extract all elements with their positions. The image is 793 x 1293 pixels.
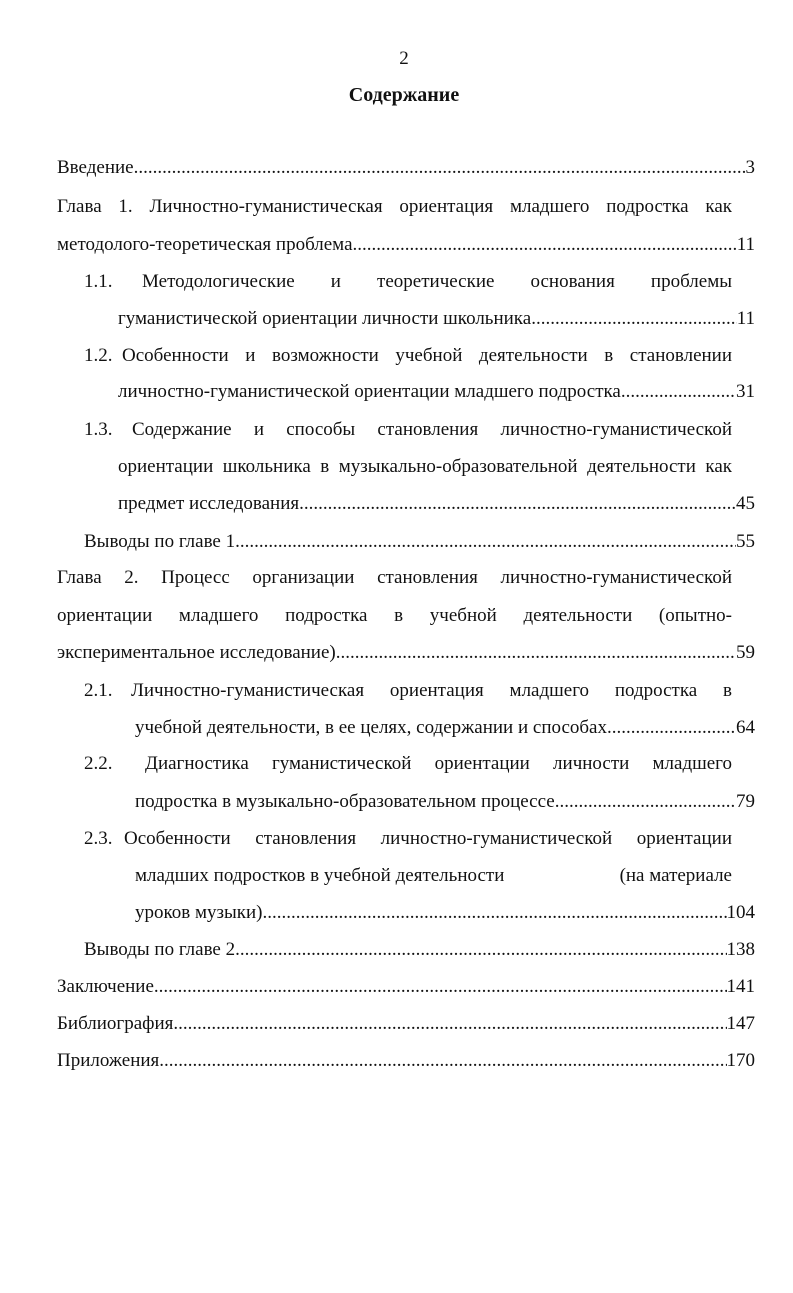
- toc-entry-concl1: [84, 530, 755, 554]
- toc-entry-conclusion: [57, 975, 755, 999]
- toc-entry-s23-line2: [135, 864, 732, 888]
- dot-leader: [235, 938, 726, 962]
- dot-leader: [134, 156, 746, 180]
- toc-entry-text: Выводы по главе 1: [84, 531, 236, 552]
- toc-entry-appendices: [57, 1049, 755, 1073]
- toc-entry-text: Заключение: [57, 976, 154, 997]
- section-number: 1.1.: [84, 271, 113, 292]
- toc-entry-ch1-line2: [57, 233, 755, 257]
- toc-entry-ch2-line1: Глава 2. Процесс организации становления личностно-гуманистической: [57, 567, 732, 588]
- toc-page-number: 11: [736, 308, 755, 329]
- toc-entry-s13-line2: ориентации школьника в музыкально-образовательной деятельности как: [118, 456, 732, 477]
- toc-entry-text: Содержание и способы становления личностно-гуманистической: [132, 419, 732, 440]
- toc-page-number: 79: [736, 791, 755, 812]
- toc-entry-text: младших подростков в учебной деятельности: [135, 865, 505, 886]
- toc-page-number: 3: [745, 157, 755, 178]
- dot-leader: [607, 716, 736, 740]
- section-number: 1.2.: [84, 345, 113, 366]
- toc-entry-text: предмет исследования: [118, 493, 300, 514]
- toc-entry-s13-line3: [118, 492, 755, 516]
- toc-entry-text: гуманистической ориентации личности школьника: [118, 308, 532, 329]
- toc-entry-text: Методологические и теоретические основания проблемы: [142, 271, 732, 292]
- toc-entry-ch2-line3: [57, 641, 755, 665]
- toc-entry-text: подростка в музыкально-образовательном процессе: [135, 791, 555, 812]
- toc-entry-text: Библиография: [57, 1013, 174, 1034]
- dot-leader: [353, 233, 737, 257]
- toc-entry-text: Диагностика гуманистической ориентации личности младшего: [145, 753, 732, 774]
- toc-entry-ch1-line1: Глава 1. Личностно-гуманистическая ориентация младшего подростка как: [57, 196, 732, 217]
- toc-entry-s21-line2: [135, 716, 755, 740]
- toc-entry-intro: [57, 156, 755, 180]
- toc-entry-s12-line1: [84, 344, 732, 368]
- dot-leader: [235, 530, 736, 554]
- dot-leader: [159, 1049, 726, 1073]
- page-number: 2: [399, 48, 409, 69]
- dot-leader: [263, 901, 727, 925]
- toc-entry-text: Особенности становления личностно-гуманистической ориентации: [124, 828, 732, 849]
- section-number: 2.1.: [84, 680, 113, 701]
- toc-entry-text: уроков музыки): [135, 902, 263, 923]
- section-number: 2.2.: [84, 753, 113, 774]
- toc-title: Содержание: [348, 84, 460, 106]
- section-number: 1.3.: [84, 419, 113, 440]
- toc-page-number: 141: [726, 976, 755, 997]
- toc-page-number: 31: [736, 381, 755, 402]
- dot-leader: [531, 307, 737, 331]
- dot-leader: [154, 975, 727, 999]
- dot-leader: [299, 492, 736, 516]
- toc-entry-text: личностно-гуманистической ориентации младшего подростка: [118, 381, 621, 402]
- toc-page-number: 45: [736, 493, 755, 514]
- toc-page-number: 147: [726, 1013, 755, 1034]
- toc-page-number: 170: [726, 1050, 755, 1071]
- toc-entry-text: учебной деятельности, в ее целях, содержании и способах: [135, 717, 607, 738]
- toc-page-number: 104: [726, 902, 755, 923]
- toc-page-number: 64: [736, 717, 755, 738]
- toc-entry-text: Особенности и возможности учебной деятельности в становлении: [122, 345, 732, 366]
- dot-leader: [621, 380, 736, 404]
- toc-page-number: 138: [726, 939, 755, 960]
- toc-entry-s21-line1: [84, 679, 732, 703]
- toc-entry-text: методолого-теоретическая проблема: [57, 234, 353, 255]
- toc-entry-s22-line1: [84, 752, 732, 776]
- toc-entry-s22-line2: [135, 790, 755, 814]
- dot-leader: [555, 790, 736, 814]
- toc-entry-s13-line1: [84, 418, 732, 442]
- dot-leader: [336, 641, 736, 665]
- toc-page-number: 59: [736, 642, 755, 663]
- toc-entry-s12-line2: [118, 380, 755, 404]
- toc-entry-ch2-line2: ориентации младшего подростка в учебной деятельности (опытно-: [57, 605, 732, 626]
- toc-entry-concl2: [84, 938, 755, 962]
- toc-entry-text: Введение: [57, 157, 134, 178]
- toc-entry-s23-line1: [84, 827, 732, 851]
- toc-page-number: 55: [736, 531, 755, 552]
- section-number: 2.3.: [84, 828, 113, 849]
- toc-entry-bibliography: [57, 1012, 755, 1036]
- toc-entry-s23-line3: [135, 901, 755, 925]
- toc-page-number: 11: [736, 234, 755, 255]
- toc-entry-text: Приложения: [57, 1050, 160, 1071]
- toc-entry-text: экспериментальное исследование): [57, 642, 336, 663]
- toc-entry-text: Личностно-гуманистическая ориентация младшего подростка в: [131, 680, 732, 701]
- toc-entry-s11-line2: [118, 307, 755, 331]
- toc-entry-text: Выводы по главе 2: [84, 939, 236, 960]
- toc-entry-text: (на материале: [619, 865, 732, 886]
- toc-entry-s11-line1: [84, 270, 732, 294]
- dot-leader: [173, 1012, 726, 1036]
